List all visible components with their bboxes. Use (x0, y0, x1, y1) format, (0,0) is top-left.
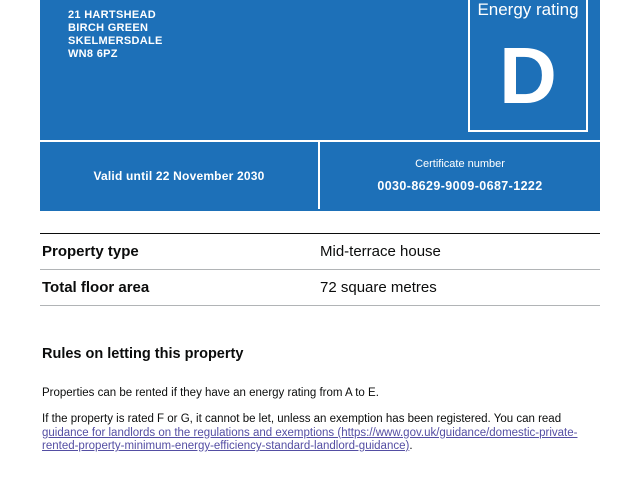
total-floor-area-value: 72 square metres (320, 279, 437, 296)
address-line-3: SKELMERSDALE (68, 35, 163, 47)
property-type-label: Property type (42, 243, 139, 260)
energy-rating-value: D (499, 31, 557, 120)
energy-rating-label: Energy rating (477, 0, 579, 19)
rules-paragraph-rating: Properties can be rented if they have an energy rating from A to E. (42, 387, 379, 399)
property-type-value: Mid-terrace house (320, 243, 441, 260)
rules-paragraph-exemption (42, 413, 600, 454)
certificate-number-label: Certificate number (415, 158, 505, 170)
table-row-property-type (40, 234, 600, 270)
address-line-4: WN8 6PZ (68, 48, 118, 60)
certificate-number-section (320, 142, 600, 209)
certificate-header-top (40, 0, 600, 142)
property-address (68, 9, 163, 61)
property-summary-table (40, 233, 600, 306)
total-floor-area-label: Total floor area (42, 279, 150, 296)
address-line-1: 21 HARTSHEAD (68, 9, 156, 21)
rules-paragraph-exemption-suffix: . (409, 440, 413, 452)
rules-paragraph-exemption-text: If the property is rated F or G, it cannot be let, unless an exemption has been registered. You can read (42, 413, 562, 425)
certificate-header-bottom (40, 142, 600, 209)
certificate-header (40, 0, 600, 211)
rules-section-heading: Rules on letting this property (42, 346, 244, 362)
address-line-2: BIRCH GREEN (68, 22, 149, 34)
energy-rating-box (468, 0, 588, 132)
landlord-guidance-link[interactable]: guidance for landlords on the regulations and exemptions (https://www.gov.uk/guidance/domestic-private-rented-property-minimum-energy-efficiency-standard-landlord-guidance) (42, 426, 578, 452)
valid-until-text: Valid until 22 November 2030 (40, 142, 320, 209)
certificate-number-value: 0030-8629-9009-0687-1222 (377, 179, 543, 193)
table-row-total-floor-area (40, 270, 600, 306)
